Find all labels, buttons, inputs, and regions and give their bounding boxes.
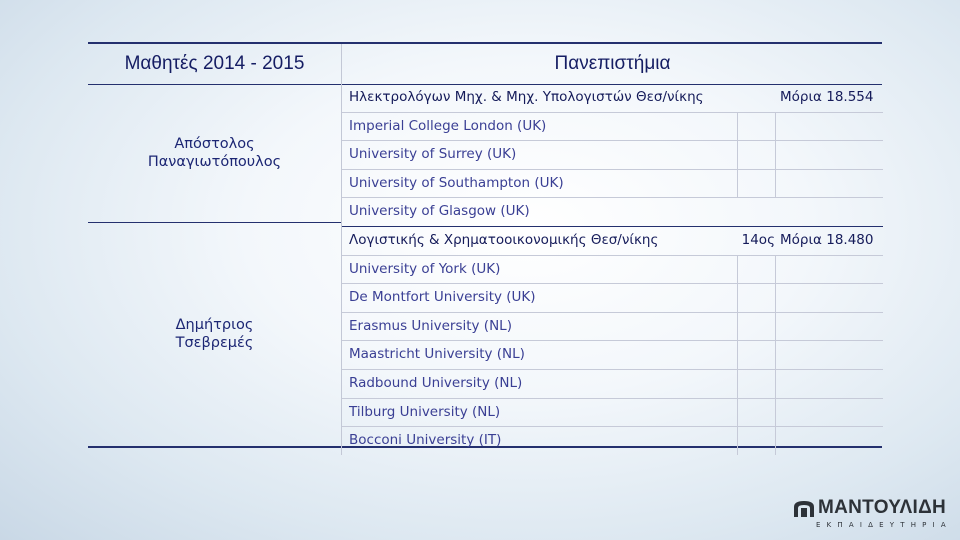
student-2-last-name: Τσεβρεμές — [175, 334, 254, 351]
logo-name: ΜΑΝΤΟΥΛΙΔΗ — [818, 497, 947, 518]
student-1-first-name: Απόστολος — [174, 136, 255, 152]
list-item — [342, 170, 883, 199]
university-name: University of Surrey (UK) — [349, 146, 517, 163]
university-name: Tilburg University (NL) — [349, 403, 501, 420]
university-name: Erasmus University (NL) — [349, 317, 512, 334]
faculty-name: Λογιστικής & Χρηματοοικονομικής Θεσ/νίκης — [349, 231, 659, 248]
student-name-2 — [88, 223, 341, 444]
university-name: University of York (UK) — [349, 260, 501, 277]
header-universities: Πανεπιστήμια — [341, 44, 883, 84]
faculty-name: Ηλεκτρολόγων Μηχ. & Μηχ. Υπολογιστών Θεσ/νίκης — [349, 89, 704, 105]
list-item — [342, 141, 883, 170]
university-name: University of Southampton (UK) — [349, 174, 564, 191]
student-2-first-name: Δημήτριος — [175, 316, 254, 333]
list-item — [342, 198, 883, 227]
university-name: Bocconi University (IT) — [349, 432, 502, 449]
university-name: Radbound University (NL) — [349, 374, 523, 391]
list-item — [342, 370, 883, 399]
school-logo — [792, 497, 952, 533]
header-students: Μαθητές 2014 - 2015 — [124, 53, 305, 74]
mantoulidi-logo-icon — [792, 499, 816, 519]
university-name: De Montfort University (UK) — [349, 289, 536, 306]
faculty-row-1 — [342, 84, 883, 113]
university-name: Maastricht University (NL) — [349, 346, 525, 363]
faculty-row-2 — [342, 227, 883, 256]
list-item — [342, 313, 883, 342]
list-item — [342, 427, 883, 455]
university-rows — [341, 84, 883, 455]
logo-subtitle: ΕΚΠΑΙΔΕΥΤΗΡΙΑ — [816, 521, 952, 529]
faculty-points: Μόρια 18.480 — [780, 231, 874, 248]
list-item — [342, 399, 883, 428]
faculty-rank: 14ος — [741, 231, 775, 248]
faculty-points: Μόρια 18.554 — [780, 89, 874, 105]
university-name: Imperial College London (UK) — [349, 117, 547, 134]
student-1-last-name: Παναγιωτόπουλος — [147, 154, 282, 170]
list-item — [342, 284, 883, 313]
results-table — [88, 42, 882, 448]
list-item — [342, 341, 883, 370]
student-name-1 — [88, 84, 341, 223]
list-item — [342, 256, 883, 285]
university-name: University of Glasgow (UK) — [349, 203, 530, 220]
list-item — [342, 113, 883, 142]
table-header — [88, 44, 882, 85]
